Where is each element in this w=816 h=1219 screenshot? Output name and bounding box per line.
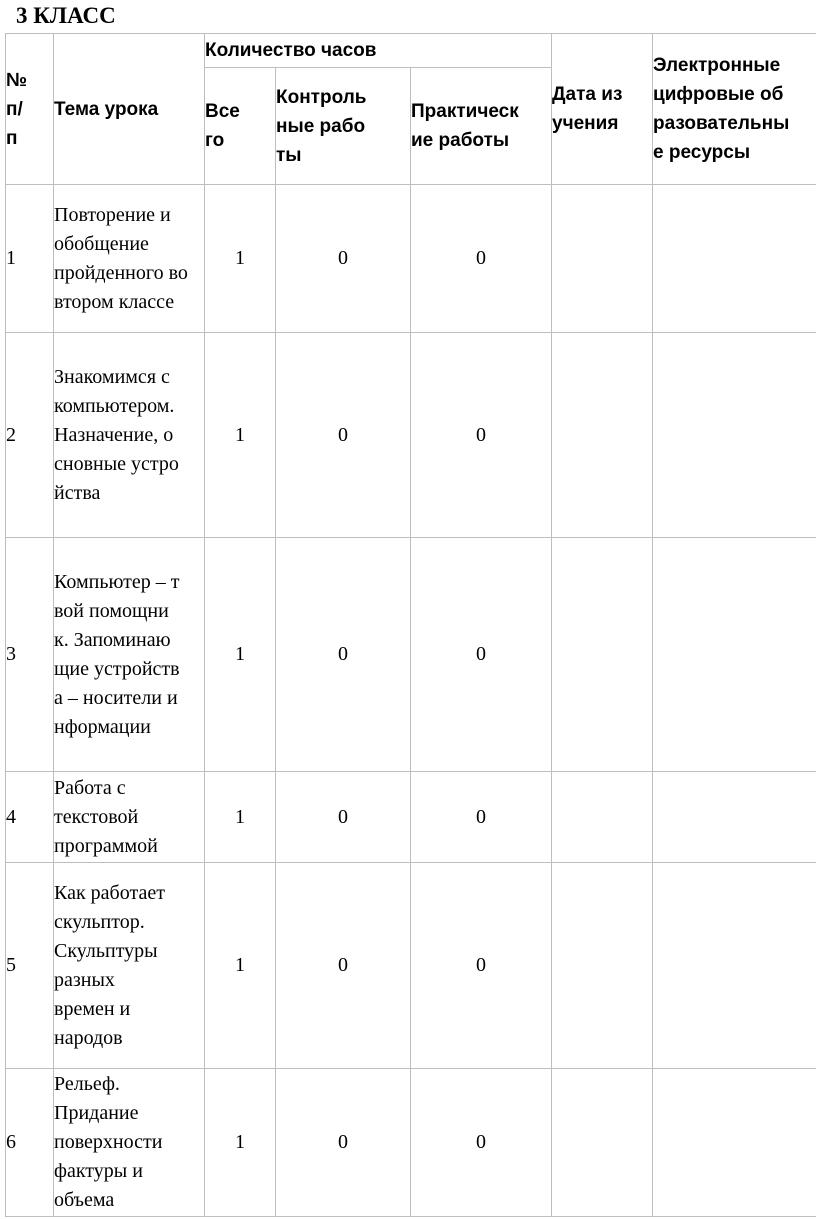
row-practical: 0 <box>411 185 552 333</box>
row-topic-text: Как работает скульптор. Скульптуры разных времен и народов <box>54 881 165 1049</box>
lesson-plan-table <box>5 33 816 1217</box>
header-num-label: № п/п <box>6 69 28 149</box>
row-practical: 0 <box>411 863 552 1069</box>
header-control <box>276 68 411 185</box>
row-control: 0 <box>276 1069 411 1217</box>
row-resources <box>653 863 816 1069</box>
row-resources <box>653 538 816 772</box>
row-control: 0 <box>276 333 411 538</box>
row-topic <box>54 333 205 538</box>
row-date <box>552 1069 653 1217</box>
row-control: 0 <box>276 772 411 863</box>
row-resources <box>653 185 816 333</box>
table-body <box>6 185 816 1217</box>
row-resources <box>653 772 816 863</box>
row-resources <box>653 333 816 538</box>
header-hours: Количество часов <box>205 34 552 68</box>
row-total: 1 <box>205 863 276 1069</box>
row-topic <box>54 863 205 1069</box>
row-practical: 0 <box>411 333 552 538</box>
header-resources-label: Электронные цифровые образовательные ресурсы <box>653 55 790 163</box>
row-num: 4 <box>6 772 54 863</box>
row-total: 1 <box>205 1069 276 1217</box>
row-date <box>552 538 653 772</box>
row-control: 0 <box>276 863 411 1069</box>
row-total: 1 <box>205 538 276 772</box>
row-control: 0 <box>276 538 411 772</box>
row-control: 0 <box>276 185 411 333</box>
row-date <box>552 863 653 1069</box>
table-header <box>6 34 816 185</box>
header-total-label: Всего <box>205 101 240 151</box>
row-num: 3 <box>6 538 54 772</box>
row-num: 2 <box>6 333 54 538</box>
row-num: 5 <box>6 863 54 1069</box>
row-resources <box>653 1069 816 1217</box>
row-practical: 0 <box>411 772 552 863</box>
row-topic: Работа с текстовой программой <box>54 772 205 863</box>
row-total: 1 <box>205 185 276 333</box>
row-total: 1 <box>205 772 276 863</box>
header-num <box>6 34 54 185</box>
row-num: 1 <box>6 185 54 333</box>
row-topic-text: Знакомимся с компьютером. Назначение, основные устройства <box>54 365 179 504</box>
table-row <box>6 863 816 1069</box>
table-row <box>6 185 816 333</box>
table-row <box>6 772 816 863</box>
header-resources <box>653 34 816 185</box>
row-num: 6 <box>6 1069 54 1217</box>
row-practical: 0 <box>411 538 552 772</box>
header-control-label: Контрольные работы <box>276 86 367 166</box>
header-topic: Тема урока <box>54 34 205 185</box>
row-topic-text: Компьютер – твой помощник. Запоминающие устройства – носители информации <box>54 570 180 738</box>
row-total: 1 <box>205 333 276 538</box>
header-date <box>552 34 653 185</box>
row-date <box>552 772 653 863</box>
table-row <box>6 333 816 538</box>
table-row <box>6 538 816 772</box>
row-date <box>552 333 653 538</box>
header-practical-label: Практические работы <box>411 101 519 151</box>
row-topic: Повторение и обобщение пройденного во втором классе <box>54 185 205 333</box>
header-practical <box>411 68 552 185</box>
page-title: 3 КЛАСС <box>16 3 116 28</box>
table-row <box>6 1069 816 1217</box>
header-total <box>205 68 276 185</box>
row-topic <box>54 538 205 772</box>
header-date-label: Дата изучения <box>552 84 623 134</box>
row-practical: 0 <box>411 1069 552 1217</box>
row-date <box>552 185 653 333</box>
row-topic: Рельеф. Придание поверхности фактуры и объема <box>54 1069 205 1217</box>
